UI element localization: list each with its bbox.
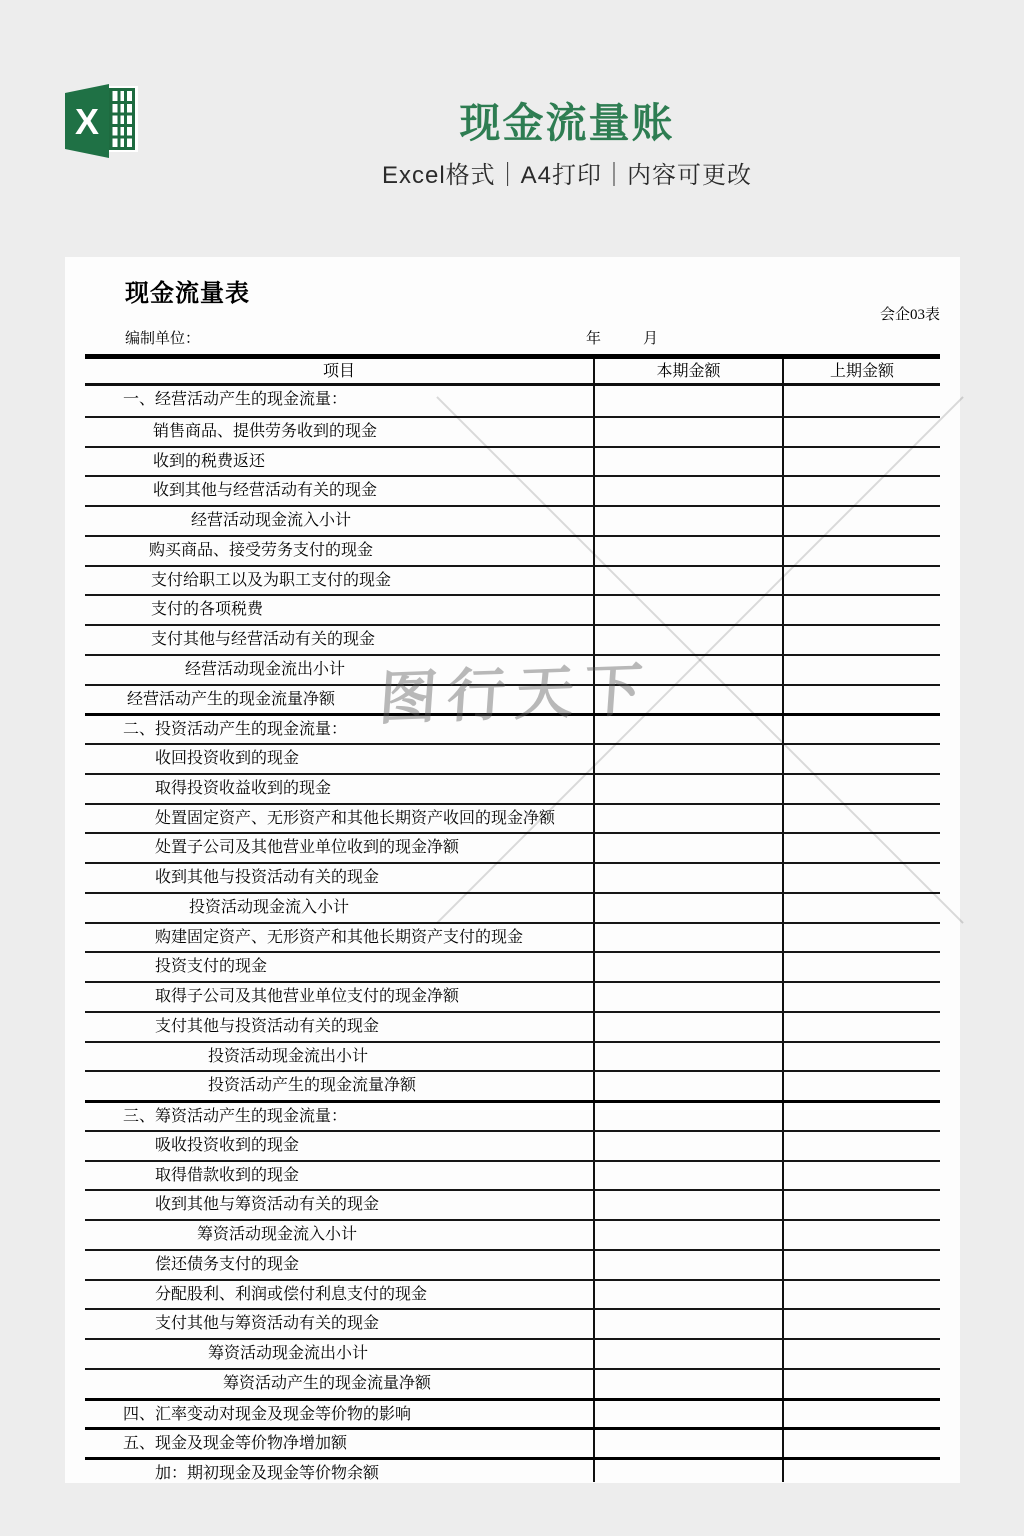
current-amount-cell	[593, 1460, 782, 1482]
table-row	[85, 743, 940, 773]
row-item-label: 收到其他与投资活动有关的现金	[155, 869, 380, 886]
table-row	[85, 654, 940, 684]
row-item-label: 投资活动现金流出小计	[208, 1047, 369, 1065]
prior-amount-cell	[782, 1191, 940, 1219]
form-code: 会企03表	[879, 307, 940, 323]
prior-amount-cell	[782, 864, 940, 892]
row-item-label: 五、现金及现金等价物净增加额	[123, 1435, 348, 1453]
row-item-label: 取得借款收到的现金	[155, 1166, 300, 1184]
current-amount-cell	[593, 983, 782, 1011]
prior-amount-cell	[782, 745, 940, 773]
prior-amount-cell	[782, 1221, 940, 1249]
table-row	[85, 416, 940, 446]
current-amount-cell	[593, 686, 782, 714]
table-row	[85, 1189, 940, 1219]
current-amount-cell	[593, 1281, 782, 1309]
prior-amount-cell	[782, 656, 940, 684]
current-amount-cell	[593, 448, 782, 476]
month-label: 月	[643, 331, 659, 347]
table-row	[85, 1279, 940, 1309]
row-item-label: 取得投资收益收到的现金	[155, 779, 332, 797]
row-item-label: 处置固定资产、无形资产和其他长期资产收回的现金净额	[155, 809, 556, 827]
table-row	[85, 951, 940, 981]
table-row	[85, 981, 940, 1011]
table-row	[85, 505, 940, 535]
prior-amount-cell	[782, 448, 940, 476]
current-amount-cell	[593, 477, 782, 505]
table-row	[85, 1011, 940, 1041]
row-item-label: 投资活动产生的现金流量净额	[208, 1077, 417, 1095]
table-row	[85, 624, 940, 654]
year-label: 年	[586, 331, 602, 347]
prior-amount-cell	[782, 537, 940, 565]
table-row	[85, 1070, 940, 1100]
prior-amount-cell	[782, 1310, 940, 1338]
prior-amount-cell	[782, 1340, 940, 1368]
current-amount-cell	[593, 1430, 782, 1457]
current-amount-cell	[593, 567, 782, 595]
prior-amount-cell	[782, 1401, 940, 1428]
prior-amount-cell	[782, 1103, 940, 1130]
prior-amount-cell	[782, 686, 940, 714]
prior-amount-cell	[782, 1251, 940, 1279]
row-item-label: 购买商品、接受劳务支付的现金	[149, 541, 374, 559]
table-row	[85, 1427, 940, 1457]
current-amount-cell	[593, 1072, 782, 1100]
row-item-label: 加：期初现金及现金等价物余额	[155, 1465, 380, 1482]
prior-amount-cell	[782, 716, 940, 743]
row-item-label: 收到其他与筹资活动有关的现金	[155, 1196, 380, 1214]
row-item-label: 支付其他与筹资活动有关的现金	[155, 1315, 380, 1333]
current-amount-cell	[593, 1013, 782, 1041]
row-item-label: 收到其他与经营活动有关的现金	[153, 482, 378, 500]
row-item-label: 取得子公司及其他营业单位支付的现金净额	[155, 988, 460, 1005]
table-row	[85, 535, 940, 565]
table-row	[85, 1398, 940, 1428]
prior-amount-cell	[782, 775, 940, 803]
prior-amount-cell	[782, 567, 940, 595]
page-title: 现金流量账	[459, 100, 675, 146]
prior-amount-cell	[782, 1072, 940, 1100]
watermark-text: 图行天下	[376, 655, 655, 733]
row-item-label: 支付的各项税费	[151, 601, 264, 619]
column-header-item: 项目	[322, 363, 355, 380]
document-paper	[65, 257, 960, 1483]
row-item-label: 分配股利、利润或偿付利息支付的现金	[155, 1285, 428, 1303]
row-item-label: 购建固定资产、无形资产和其他长期资产支付的现金	[155, 928, 524, 946]
table-row	[85, 803, 940, 833]
prior-amount-cell	[782, 596, 940, 624]
prior-amount-cell	[782, 1370, 940, 1398]
document-title: 现金流量表	[125, 281, 250, 307]
row-item-label: 筹资活动产生的现金流量净额	[223, 1374, 432, 1392]
table-row	[85, 1100, 940, 1130]
table-row	[85, 594, 940, 624]
row-item-label: 投资支付的现金	[155, 958, 268, 976]
prior-amount-cell	[782, 1043, 940, 1071]
prior-amount-cell	[782, 626, 940, 654]
table-row	[85, 386, 940, 416]
row-item-label: 经营活动现金流出小计	[185, 660, 346, 678]
row-item-label: 收回投资收到的现金	[155, 750, 300, 767]
prior-amount-cell	[782, 924, 940, 952]
table-row	[85, 565, 940, 595]
current-amount-cell	[593, 418, 782, 446]
current-amount-cell	[593, 924, 782, 952]
current-amount-cell	[593, 1310, 782, 1338]
table-row	[85, 1130, 940, 1160]
current-amount-cell	[593, 1370, 782, 1398]
table-row	[85, 1249, 940, 1279]
table-row	[85, 1338, 940, 1368]
prepared-by-label: 编制单位：	[125, 331, 201, 347]
row-item-label: 筹资活动现金流入小计	[197, 1226, 358, 1243]
table-row	[85, 684, 940, 714]
row-item-label: 支付其他与投资活动有关的现金	[155, 1017, 380, 1035]
current-amount-cell	[593, 864, 782, 892]
table-row	[85, 446, 940, 476]
row-item-label: 处置子公司及其他营业单位收到的现金净额	[155, 839, 460, 857]
current-amount-cell	[593, 775, 782, 803]
current-amount-cell	[593, 386, 782, 416]
row-item-label: 投资活动现金流入小计	[189, 898, 350, 916]
table-row	[85, 1457, 940, 1482]
prior-amount-cell	[782, 1281, 940, 1309]
table-row	[85, 475, 940, 505]
current-amount-cell	[593, 1251, 782, 1279]
current-amount-cell	[593, 1043, 782, 1071]
row-item-label: 支付其他与经营活动有关的现金	[151, 631, 376, 648]
current-amount-cell	[593, 507, 782, 535]
row-item-label: 偿还债务支付的现金	[155, 1255, 300, 1273]
prior-amount-cell	[782, 418, 940, 446]
table-row	[85, 862, 940, 892]
column-header-prior-amount: 上期金额	[782, 359, 940, 383]
current-amount-cell	[593, 656, 782, 684]
current-amount-cell	[593, 626, 782, 654]
table-body	[85, 386, 940, 1482]
table-row	[85, 892, 940, 922]
table-row	[85, 832, 940, 862]
row-item-label: 一、经营活动产生的现金流量：	[123, 391, 348, 408]
row-item-label: 筹资活动现金流出小计	[208, 1345, 369, 1362]
prior-amount-cell	[782, 1162, 940, 1190]
table-row	[85, 713, 940, 743]
prior-amount-cell	[782, 386, 940, 416]
table-row	[85, 1041, 940, 1071]
prior-amount-cell	[782, 507, 940, 535]
row-item-label: 销售商品、提供劳务收到的现金	[153, 422, 378, 440]
prior-amount-cell	[782, 983, 940, 1011]
current-amount-cell	[593, 953, 782, 981]
table-row	[85, 1308, 940, 1338]
table-header-row	[85, 359, 940, 386]
table-row	[85, 1160, 940, 1190]
current-amount-cell	[593, 894, 782, 922]
current-amount-cell	[593, 716, 782, 743]
row-item-label: 经营活动现金流入小计	[191, 512, 352, 529]
row-item-label: 吸收投资收到的现金	[155, 1136, 300, 1154]
row-item-label: 收到的税费返还	[153, 452, 266, 470]
prior-amount-cell	[782, 477, 940, 505]
current-amount-cell	[593, 1401, 782, 1428]
row-item-label: 三、筹资活动产生的现金流量：	[123, 1108, 348, 1125]
table-row	[85, 1368, 940, 1398]
current-amount-cell	[593, 596, 782, 624]
row-item-label: 四、汇率变动对现金及现金等价物的影响	[123, 1405, 412, 1423]
prior-amount-cell	[782, 1132, 940, 1160]
current-amount-cell	[593, 1103, 782, 1130]
page-subtitle: Excel格式｜A4打印｜内容可更改	[381, 162, 753, 189]
prior-amount-cell	[782, 1013, 940, 1041]
current-amount-cell	[593, 537, 782, 565]
current-amount-cell	[593, 1162, 782, 1190]
prior-amount-cell	[782, 834, 940, 862]
row-item-label: 二、投资活动产生的现金流量：	[123, 721, 348, 739]
prior-amount-cell	[782, 953, 940, 981]
row-item-label: 经营活动产生的现金流量净额	[127, 690, 336, 708]
table-row	[85, 773, 940, 803]
prior-amount-cell	[782, 894, 940, 922]
prior-amount-cell	[782, 1430, 940, 1457]
cash-flow-table	[85, 354, 940, 1482]
current-amount-cell	[593, 1191, 782, 1219]
current-amount-cell	[593, 805, 782, 833]
current-amount-cell	[593, 745, 782, 773]
svg-text:X: X	[74, 101, 100, 142]
table-row	[85, 1219, 940, 1249]
prior-amount-cell	[782, 805, 940, 833]
current-amount-cell	[593, 834, 782, 862]
current-amount-cell	[593, 1132, 782, 1160]
table-row	[85, 922, 940, 952]
current-amount-cell	[593, 1221, 782, 1249]
current-amount-cell	[593, 1340, 782, 1368]
row-item-label: 支付给职工以及为职工支付的现金	[151, 571, 392, 589]
column-header-current-amount: 本期金额	[593, 359, 782, 383]
prior-amount-cell	[782, 1460, 940, 1482]
